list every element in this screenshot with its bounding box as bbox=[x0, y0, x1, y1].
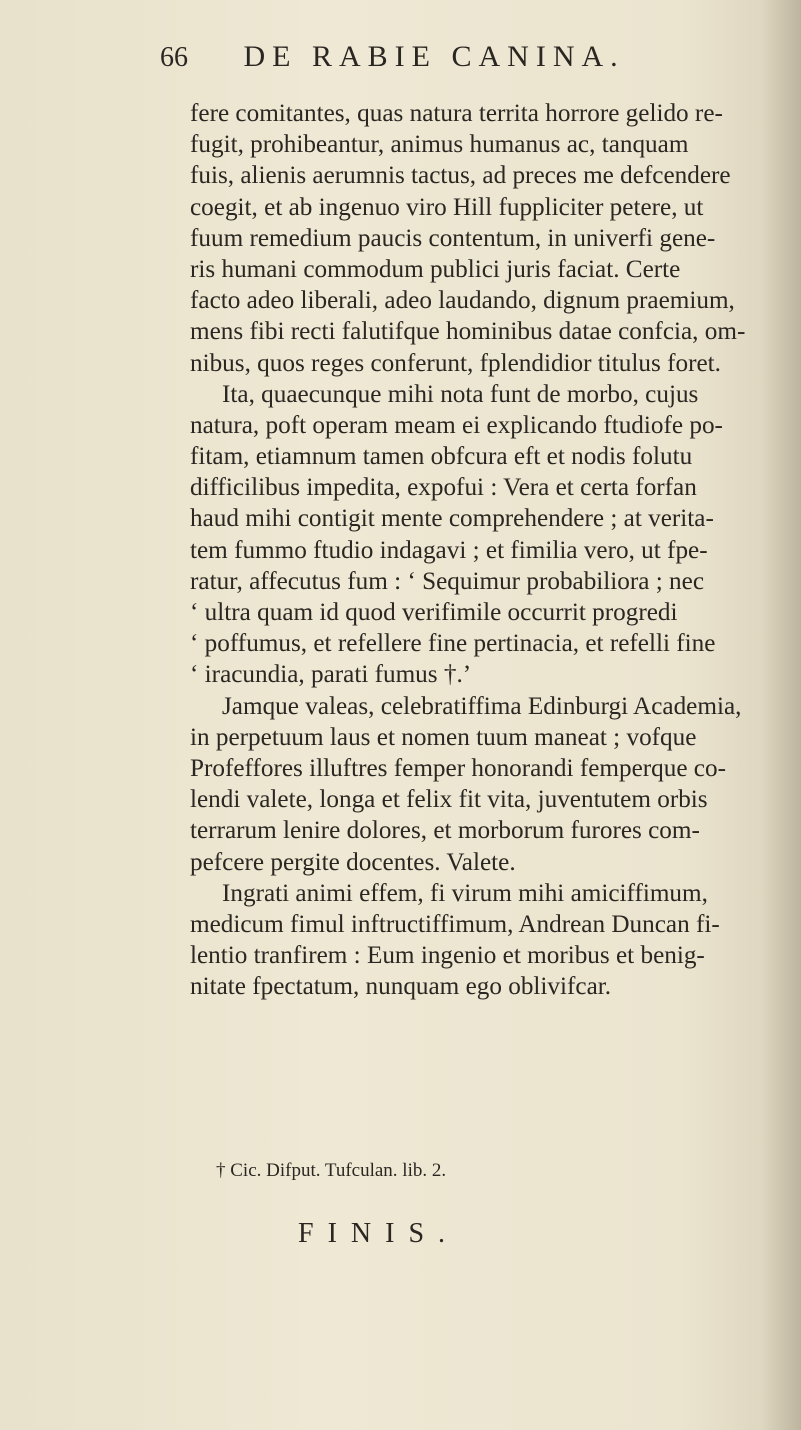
running-title: DE RABIE CANINA. bbox=[243, 40, 625, 73]
text-line: fuum remedium paucis contentum, in univerfi gene- bbox=[190, 224, 716, 252]
text-line: lendi valete, longa et felix fit vita, juventutem orbis bbox=[190, 786, 708, 814]
text-line: mens fibi recti falutifque hominibus datae confcia, om- bbox=[190, 318, 746, 346]
text-line: Profeffores illuftres femper honorandi femperque co- bbox=[190, 754, 726, 782]
paragraph-start-line: Jamque valeas, celebratiffima Edinburgi Academia, bbox=[222, 692, 742, 720]
quotation-line: ‘ iracundia, parati fumus †.’ bbox=[190, 661, 472, 689]
text-line: fugit, prohibeantur, animus humanus ac, tanquam bbox=[190, 131, 689, 159]
text-line: nitate fpectatum, nunquam ego oblivifcar. bbox=[190, 973, 612, 1001]
page-number: 66 bbox=[160, 42, 188, 73]
text-line: facto adeo liberali, adeo laudando, dignum praemium, bbox=[190, 287, 735, 315]
footnote: † Cic. Difput. Tufculan. lib. 2. bbox=[216, 1160, 447, 1181]
quotation-line: ‘ poffumus, et refellere fine pertinacia, et refelli fine bbox=[190, 630, 716, 658]
quotation-line: ‘ ultra quam id quod verifimile occurrit progredi bbox=[190, 599, 678, 626]
paragraph-start-line: Ita, quaecunque mihi nota funt de morbo, cujus bbox=[222, 380, 699, 408]
text-line: fuis, alienis aerumnis tactus, ad preces me defcendere bbox=[190, 162, 731, 190]
text-line: pefcere pergite docentes. Valete. bbox=[190, 848, 516, 876]
text-line: natura, poft operam meam ei explicando ftudiofe po- bbox=[190, 411, 723, 439]
text-line: tem fummo ftudio indagavi ; et fimilia vero, ut fpe- bbox=[190, 536, 708, 564]
text-line: difficilibus impedita, expofui : Vera et certa forfan bbox=[190, 474, 697, 502]
page-header bbox=[160, 40, 760, 80]
text-line: lentio tranfirem : Eum ingenio et moribus et benig- bbox=[190, 942, 705, 970]
text-line: in perpetuum laus et nomen tuum maneat ; vofque bbox=[190, 723, 697, 751]
text-line: ris humani commodum publici juris faciat. Certe bbox=[190, 255, 681, 283]
finis-heading: FINIS. bbox=[298, 1218, 460, 1249]
text-line: terrarum lenire dolores, et morborum furores com- bbox=[190, 817, 700, 845]
text-line: fere comitantes, quas natura territa horrore gelido re- bbox=[190, 100, 723, 127]
text-line: medicum fimul inftructiffimum, Andrean Duncan fi- bbox=[190, 910, 720, 938]
text-line: coegit, et ab ingenuo viro Hill fuppliciter petere, ut bbox=[190, 193, 704, 221]
body-text bbox=[190, 98, 770, 1002]
text-line: nibus, quos reges conferunt, fplendidior titulus foret. bbox=[190, 349, 721, 377]
text-line: ratur, affecutus fum : ‘ Sequimur probabiliora ; nec bbox=[190, 567, 705, 595]
text-line: haud mihi contigit mente comprehendere ; at verita- bbox=[190, 505, 714, 533]
text-line: fitam, etiamnum tamen obfcura eft et nodis folutu bbox=[190, 443, 693, 471]
paragraph-start-line: Ingrati animi effem, fi virum mihi amiciffimum, bbox=[222, 879, 708, 907]
